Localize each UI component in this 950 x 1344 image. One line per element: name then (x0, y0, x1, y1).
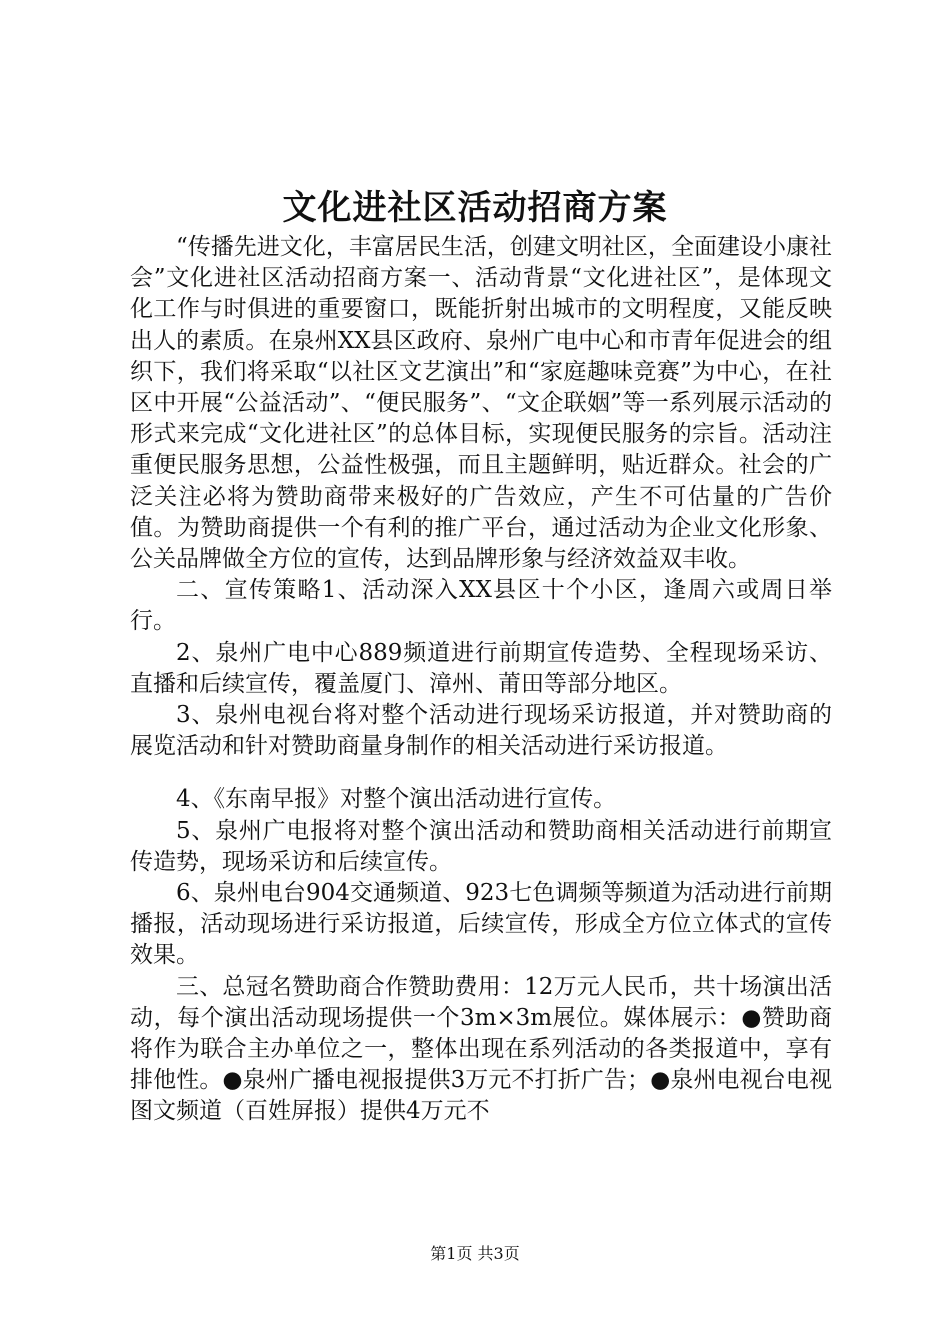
paragraph-strategy-2: 2、泉州广电中心889频道进行前期宣传造势、全程现场采访、直播和后续宣传，覆盖厦门、漳州、莆田等部分地区。 (130, 639, 832, 697)
paragraph-intro: “传播先进文化，丰富居民生活，创建文明社区，全面建设小康社会”文化进社区活动招商方案一、活动背景“文化进社区”，是体现文化工作与时俱进的重要窗口，既能折射出城市的文明程度，又能反映出人的素质。在泉州XX县区政府、泉州广电中心和市青年促进会的组织下，我们将采取“以社区文艺演出”和“家庭趣味竞赛”为中心，在社区中开展“公益活动”、“便民服务”、“文企联姻”等一系列展示活动的形式来完成“文化进社区”的总体目标，实现便民服务的宗旨。活动注重便民服务思想，公益性极强，而且主题鲜明，贴近群众。社会的广泛关注必将为赞助商带来极好的广告效应，产生不可估量的广告价值。为赞助商提供一个有利的推广平台，通过活动为企业文化形象、公关品牌做全方位的宣传，达到品牌形象与经济效益双丰收。 (130, 234, 832, 573)
paragraph-strategy-1: 二、宣传策略1、活动深入XX县区十个小区，逢周六或周日举行。 (130, 577, 832, 635)
page-number-footer: 第1页 共3页 (430, 1244, 520, 1263)
paragraph-strategy-6: 6、泉州电台904交通频道、923七色调频等频道为活动进行前期播报，活动现场进行采访报道，后续宣传，形成全方位立体式的宣传效果。 (130, 880, 832, 969)
paragraph-sponsorship: 三、总冠名赞助商合作赞助费用：12万元人民币，共十场演出活动，每个演出活动现场提供一个3m×3m展位。媒体展示：●赞助商将作为联合主办单位之一，整体出现在系列活动的各类报道中，享有排他性。●泉州广播电视报提供3万元不打折广告；●泉州电视台电视图文频道（百姓屏报）提供4万元不 (130, 973, 832, 1125)
document-title: 文化进社区活动招商方案 (282, 188, 668, 228)
document-body (130, 232, 832, 1128)
paragraph-strategy-4: 4、《东南早报》对整个演出活动进行宣传。 (176, 786, 617, 813)
paragraph-strategy-5: 5、泉州广电报将对整个演出活动和赞助商相关活动进行前期宣传造势，现场采访和后续宣传。 (130, 817, 832, 875)
paragraph-strategy-3: 3、泉州电视台将对整个活动进行现场采访报道，并对赞助商的展览活动和针对赞助商量身制作的相关活动进行采访报道。 (130, 702, 832, 760)
